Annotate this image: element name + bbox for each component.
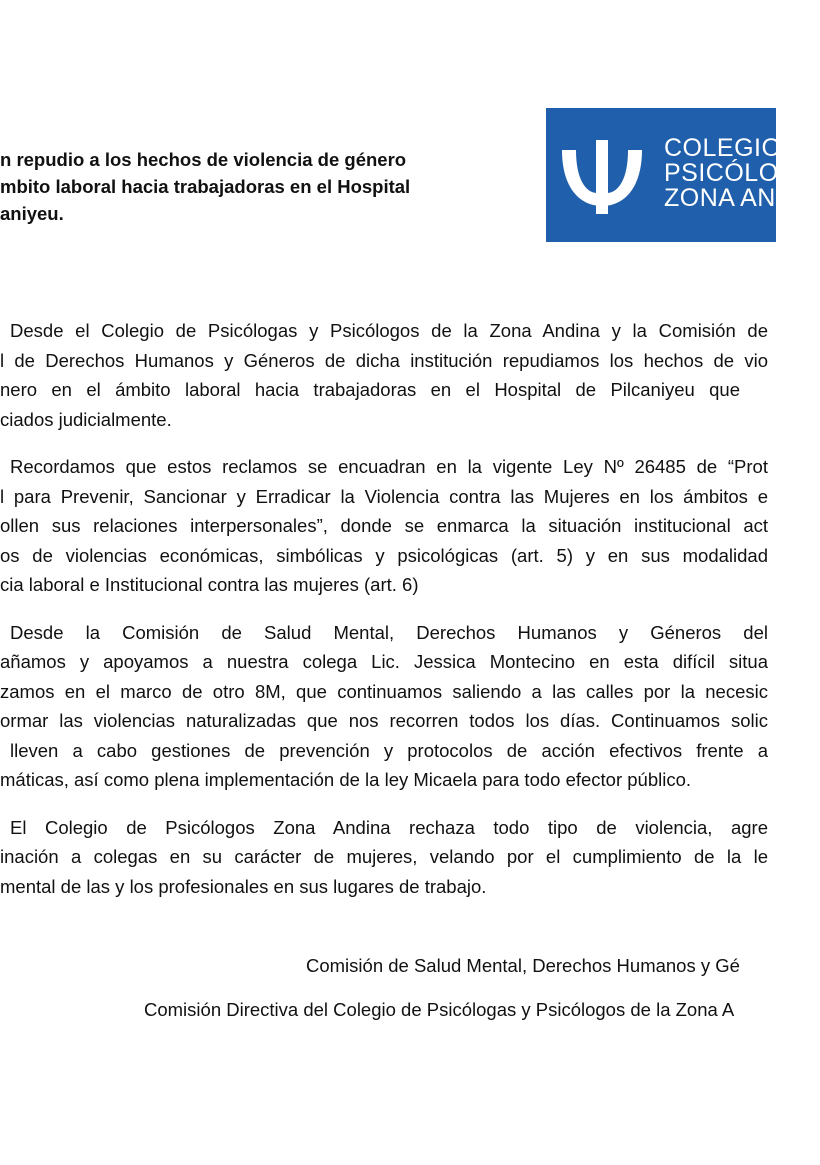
text-line: cia laboral e Institucional contra las mujeres (art. 6) [0,574,419,595]
text-line: Desde el Colegio de Psicólogas y Psicólogos de la Zona Andina y la Comisión de [10,320,768,341]
text-line: ciados judicialmente. [0,408,172,430]
text-line: El Colegio de Psicólogos Zona Andina rechaza todo tipo de violencia, agre [10,816,768,838]
paragraph-2 [0,452,768,600]
title-line: aniyeu. [0,203,64,224]
logo-line: COLEGIO D [664,134,808,162]
text-line: Recordamos que estos reclamos se encuadran en la vigente Ley Nº 26485 de “Prot [10,456,768,477]
text-line: zamos en el marco de otro 8M, que continuamos saliendo a las calles por la necesic [0,680,768,702]
text-line: ollen sus relaciones interpersonales”, donde se enmarca la situación institucional act [0,515,768,536]
text-line: añamos y apoyamos a nuestra colega Lic. Jessica Montecino en esta difícil situa [0,651,768,672]
logo-line: PSICÓLOGO [664,159,819,187]
paragraph-3 [0,618,768,795]
statement-title [0,146,470,227]
text-line: inación a colegas en su carácter de mujeres, velando por el cumplimiento de la le [0,846,768,867]
text-line: l para Prevenir, Sancionar y Erradicar la Violencia contra las Mujeres en los ámbitos e [0,485,768,507]
paragraph-4 [0,813,768,902]
text-line: máticas, así como plena implementación de la ley Micaela para todo efector público. [0,769,692,790]
text-line: mental de las y los profesionales en sus lugares de trabajo. [0,875,487,897]
text-line: l de Derechos Humanos y Géneros de dicha institución repudiamos los hechos de vio [0,349,768,371]
text-line: lleven a cabo gestiones de prevención y protocolos de acción efectivos frente a [10,739,768,761]
text-line: ormar las violencias naturalizadas que nos recorren todos los días. Continuamos solic [0,710,768,731]
text-line: os de violencias económicas, simbólicas y psicológicas (art. 5) y en sus modalidad [0,544,768,566]
title-line: mbito laboral hacia trabajadoras en el Hospital [0,176,411,197]
logo-line: ZONA ANDIN [664,184,820,212]
text-line: nero en el ámbito laboral hacia trabajadoras en el Hospital de Pilcaniyeu que [0,379,740,400]
text-line: Desde la Comisión de Salud Mental, Derechos Humanos y Géneros del [10,621,768,643]
statement-body [0,316,768,919]
signature-commission: Comisión de Salud Mental, Derechos Humanos y Gé [306,955,740,976]
signature-board: Comisión Directiva del Colegio de Psicólogas y Psicólogos de la Zona A [144,999,735,1020]
paragraph-1 [0,316,768,434]
colegio-logo [546,108,820,242]
logo-wordmark [664,136,820,211]
title-line: n repudio a los hechos de violencia de género [0,149,407,170]
psi-symbol-icon [558,136,646,218]
